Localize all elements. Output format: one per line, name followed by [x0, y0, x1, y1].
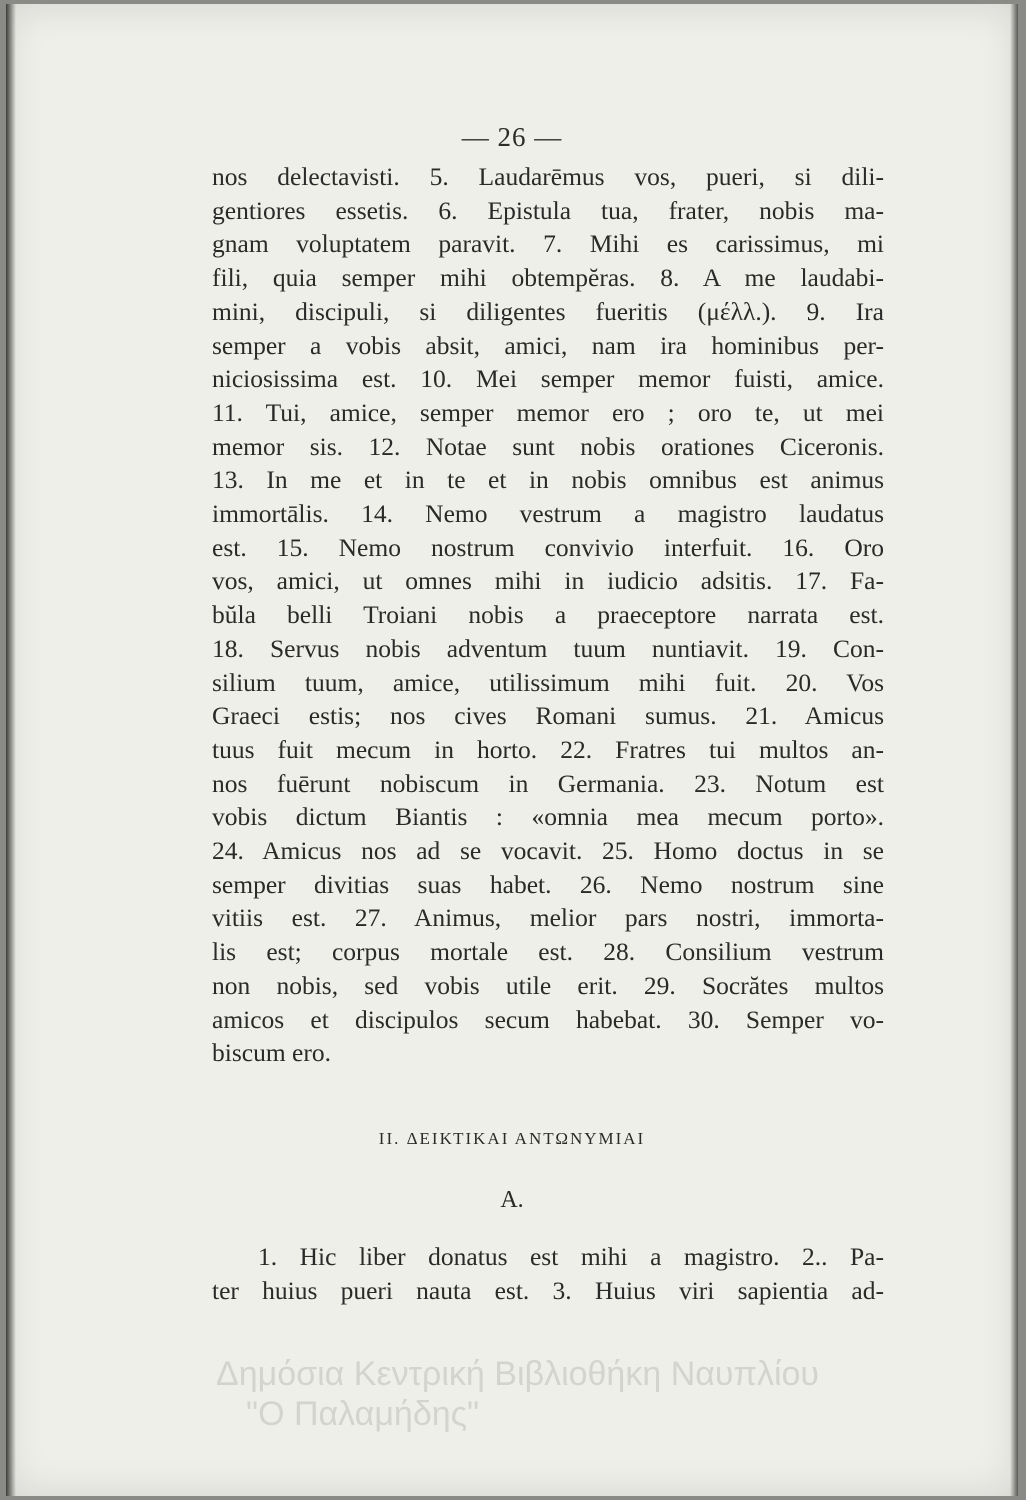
- text-line: bŭla belli Troiani nobis a praeceptore narrata est.: [212, 600, 884, 630]
- text-line: semper divitias suas habet. 26. Nemo nostrum sine: [212, 869, 884, 899]
- text-line: vos, amici, ut omnes mihi in iudicio adsitis. 17. Fa-: [212, 566, 884, 596]
- book-page: [6, 4, 1018, 1496]
- sub-heading: A.: [500, 1187, 524, 1213]
- text-line: 18. Servus nobis adventum tuum nuntiavit. 19. Con-: [212, 633, 884, 663]
- text-line: vitiis est. 27. Animus, melior pars nostri, immorta-: [212, 903, 884, 933]
- text-line: tuus fuit mecum in horto. 22. Fratres tui multos an-: [212, 734, 884, 764]
- page-left-shadow: [6, 4, 16, 1496]
- text-line: 24. Amicus nos ad se vocavit. 25. Homo doctus in se: [212, 836, 884, 866]
- text-line: 1. Hic liber donatus est mihi a magistro. 2.. Pa-: [258, 1242, 884, 1271]
- text-line: silium tuum, amice, utilissimum mihi fuit. 20. Vos: [212, 667, 884, 697]
- library-watermark: [216, 1354, 996, 1434]
- page-number: — 26 —: [461, 122, 563, 152]
- text-line: niciosissima est. 10. Mei semper memor fuisti, amice.: [212, 364, 884, 394]
- text-line: Graeci estis; nos cives Romani sumus. 21. Amicus: [212, 701, 884, 731]
- section-heading: II. ΔΕΙΚΤΙΚΑΙ ΑΝΤΩΝΥΜΙΑΙ: [378, 1129, 646, 1148]
- text-line: semper a vobis absit, amici, nam ira hominibus per-: [212, 330, 884, 360]
- text-line: gnam voluptatem paravit. 7. Mihi es carissimus, mi: [212, 229, 884, 259]
- text-line: non nobis, sed vobis utile erit. 29. Socrătes multos: [212, 970, 884, 1000]
- body-text: [212, 160, 884, 1070]
- text-line: biscum ero.: [212, 1038, 331, 1068]
- exercise-text: [212, 1240, 884, 1307]
- watermark-line: Δημόσια Κεντρική Βιβλιοθήκη Ναυπλίου: [216, 1355, 820, 1393]
- watermark-line: "Ο Παλαμήδης": [246, 1395, 480, 1433]
- text-line: vobis dictum Biantis : «omnia mea mecum porto».: [212, 802, 884, 832]
- text-line: fili, quia semper mihi obtempĕras. 8. A me laudabi-: [212, 263, 884, 293]
- text-line: nos fuērunt nobiscum in Germania. 23. Notum est: [212, 768, 884, 798]
- text-line: gentiores essetis. 6. Epistula tua, frater, nobis ma-: [212, 195, 884, 225]
- text-line: 13. In me et in te et in nobis omnibus est animus: [212, 465, 884, 495]
- text-line: mini, discipuli, si diligentes fueritis (μέλλ.). 9. Ira: [212, 296, 884, 326]
- text-line: lis est; corpus mortale est. 28. Consilium vestrum: [212, 937, 884, 967]
- text-line: immortālis. 14. Nemo vestrum a magistro laudatus: [212, 499, 884, 529]
- text-line: est. 15. Nemo nostrum convivio interfuit. 16. Oro: [212, 532, 884, 562]
- text-line: nos delectavisti. 5. Laudarēmus vos, pueri, si dili-: [212, 162, 884, 191]
- page-right-shadow: [1010, 4, 1018, 1496]
- text-line: memor sis. 12. Notae sunt nobis orationes Ciceronis.: [212, 431, 884, 461]
- text-line: 11. Tui, amice, semper memor ero ; oro te, ut mei: [212, 397, 884, 427]
- text-line: ter huius pueri nauta est. 3. Huius viri sapientia ad-: [212, 1275, 884, 1305]
- text-line: amicos et discipulos secum habebat. 30. Semper vo-: [212, 1004, 884, 1034]
